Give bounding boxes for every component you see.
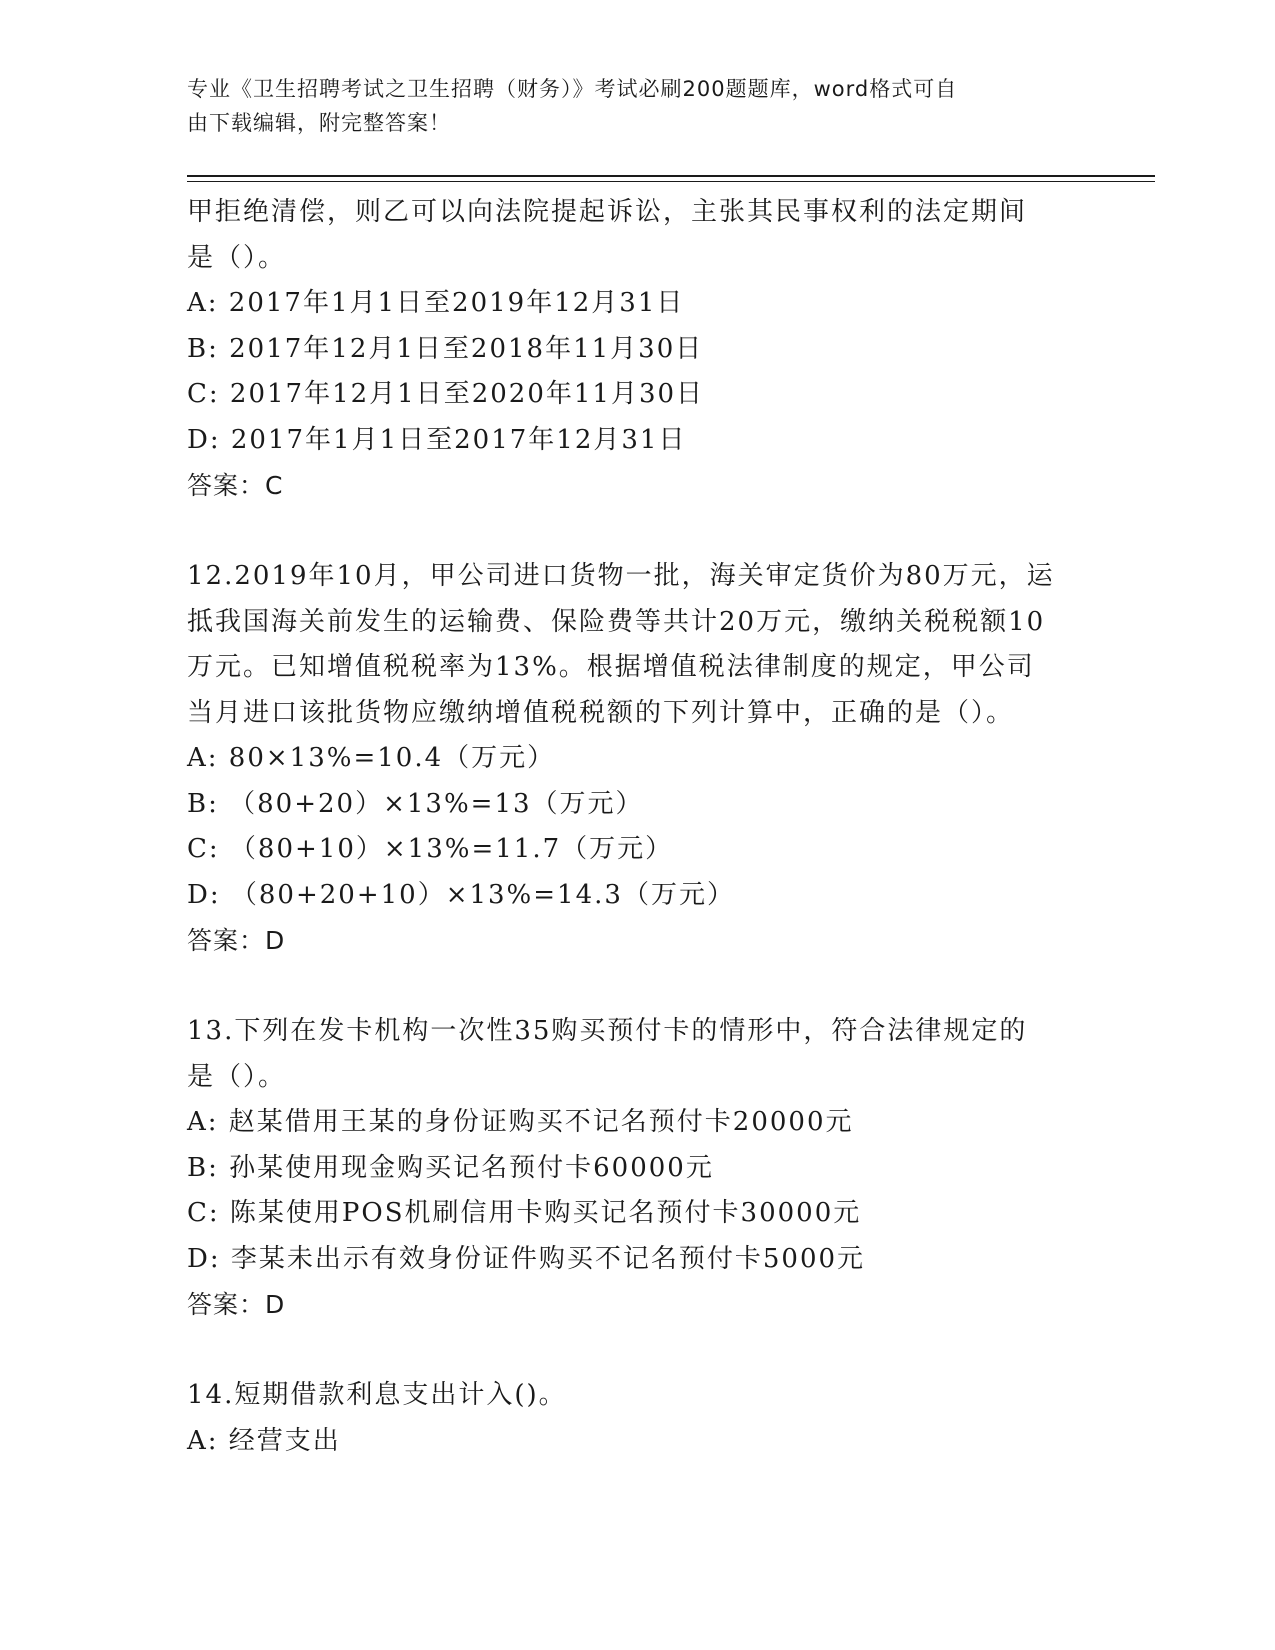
spacer [187, 1328, 1087, 1374]
option-c: C: 2017年12月1日至2020年11月30日 [187, 379, 705, 409]
question-stem: 13.下列在发卡机构一次性35购买预付卡的情形中，符合法律规定的 [187, 1016, 1028, 1046]
question-stem: 是（）。 [187, 242, 287, 273]
question-13 [187, 1009, 1087, 1328]
option-c: C: （80+10）×13%=11.7（万元） [187, 834, 674, 864]
spacer [187, 964, 1087, 1010]
spacer [187, 509, 1087, 555]
question-stem: 甲拒绝清偿，则乙可以向法院提起诉讼，主张其民事权利的法定期间 [187, 197, 1028, 227]
answer-line: 答案：D [187, 926, 286, 955]
option-d: D: 李某未出示有效身份证件购买不记名预付卡5000元 [187, 1243, 866, 1274]
question-stem: 是（）。 [187, 1061, 287, 1092]
option-d: D: 2017年1月1日至2017年12月31日 [187, 424, 687, 455]
option-a: A: 赵某借用王某的身份证购买不记名预付卡20000元 [187, 1107, 854, 1137]
option-b: B: 孙某使用现金购买记名预付卡60000元 [187, 1152, 714, 1183]
question-14 [187, 1373, 1087, 1464]
answer-line: 答案：C [187, 471, 284, 500]
header-divider-thin [187, 181, 1155, 182]
option-b: B: 2017年12月1日至2018年11月30日 [187, 333, 704, 364]
option-d: D: （80+20+10）×13%=14.3（万元） [187, 879, 735, 910]
question-list [187, 190, 1087, 1464]
option-c: C: 陈某使用POS机刷信用卡购买记名预付卡30000元 [187, 1198, 862, 1228]
question-stem: 12.2019年10月，甲公司进口货物一批，海关审定货价为80万元，运 [187, 561, 1055, 591]
header-divider-thick [187, 175, 1155, 177]
answer-line: 答案：D [187, 1290, 286, 1319]
option-a: A: 2017年1月1日至2019年12月31日 [187, 288, 685, 318]
question-stem: 当月进口该批货物应缴纳增值税税额的下列计算中，正确的是（）。 [187, 697, 1015, 728]
question-stem: 14.短期借款利息支出计入()。 [187, 1380, 567, 1410]
question-stem: 抵我国海关前发生的运输费、保险费等共计20万元，缴纳关税税额10 [187, 606, 1046, 637]
option-a: A: 80×13%=10.4（万元） [187, 743, 556, 773]
header-line-2: 由下载编辑，附完整答案！ [187, 111, 451, 135]
option-a: A: 经营支出 [187, 1425, 341, 1456]
header-line-1: 专业《卫生招聘考试之卫生招聘（财务）》考试必刷200题题库，word格式可自 [187, 77, 958, 101]
question-12 [187, 554, 1087, 964]
page-header [187, 72, 1067, 140]
option-b: B: （80+20）×13%=13（万元） [187, 788, 644, 819]
question-stem: 万元。已知增值税税率为13%。根据增值税法律制度的规定，甲公司 [187, 652, 1035, 682]
question-11 [187, 190, 1087, 509]
